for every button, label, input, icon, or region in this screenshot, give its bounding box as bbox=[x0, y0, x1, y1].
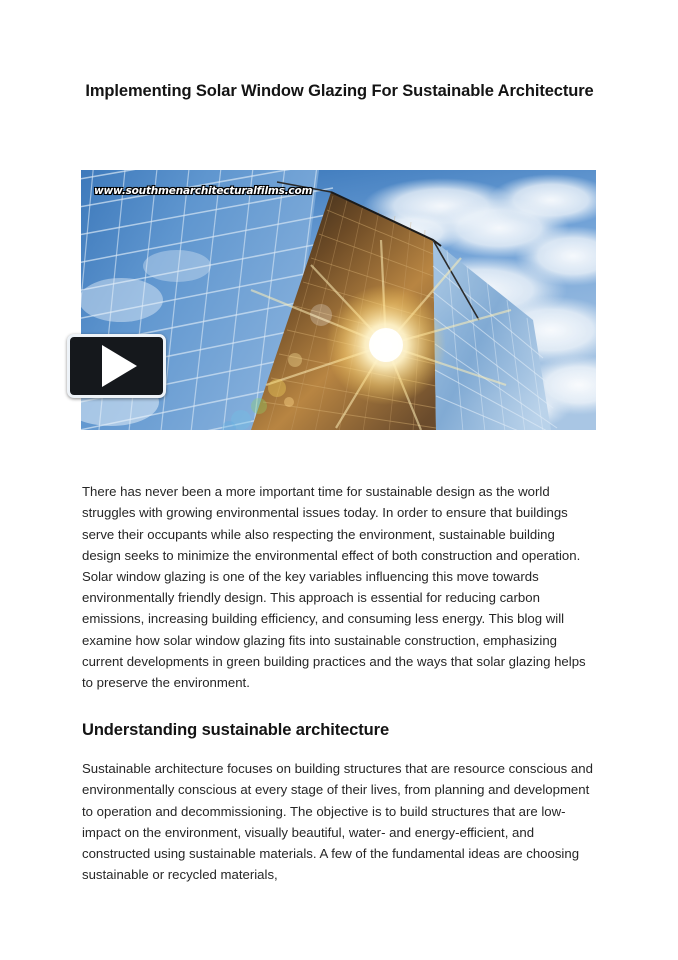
section-heading-understanding-sustainable-architecture: Understanding sustainable architecture bbox=[82, 720, 390, 739]
paragraph-understanding: Sustainable architecture focuses on building structures that are resource conscious and environmentally conscious at every stage of their lives, from planning and development to operation and decommissioning. The objective is to build structures that are low-impact on the environment, visually beautiful, water- and energy-efficient, and constructed using sustainable materials. A few of the fundamental ideas are choosing sustainable or recycled materials, bbox=[82, 761, 593, 883]
play-triangle-icon bbox=[102, 345, 137, 387]
video-watermark: www.southmenarchitecturalfilms.com bbox=[94, 185, 313, 197]
play-button[interactable] bbox=[67, 334, 166, 398]
video-embed[interactable] bbox=[81, 170, 596, 430]
page-title: Implementing Solar Window Glazing For Sustainable Architecture bbox=[85, 82, 594, 100]
paragraph-intro: There has never been a more important time for sustainable design as the world struggles with growing environmental issues today. In order to ensure that buildings serve their occupants while also respecting the environment, sustainable building design seeks to minimize the environmental effect of both construction and operation. Solar window glazing is one of the key variables influencing this move towards environmentally friendly design. This approach is essential for reducing carbon emissions, increasing building efficiency, and consuming less energy. This blog will examine how solar window glazing fits into sustainable construction, emphasizing current developments in green building practices and the ways that solar glazing helps to preserve the environment. bbox=[82, 484, 586, 691]
